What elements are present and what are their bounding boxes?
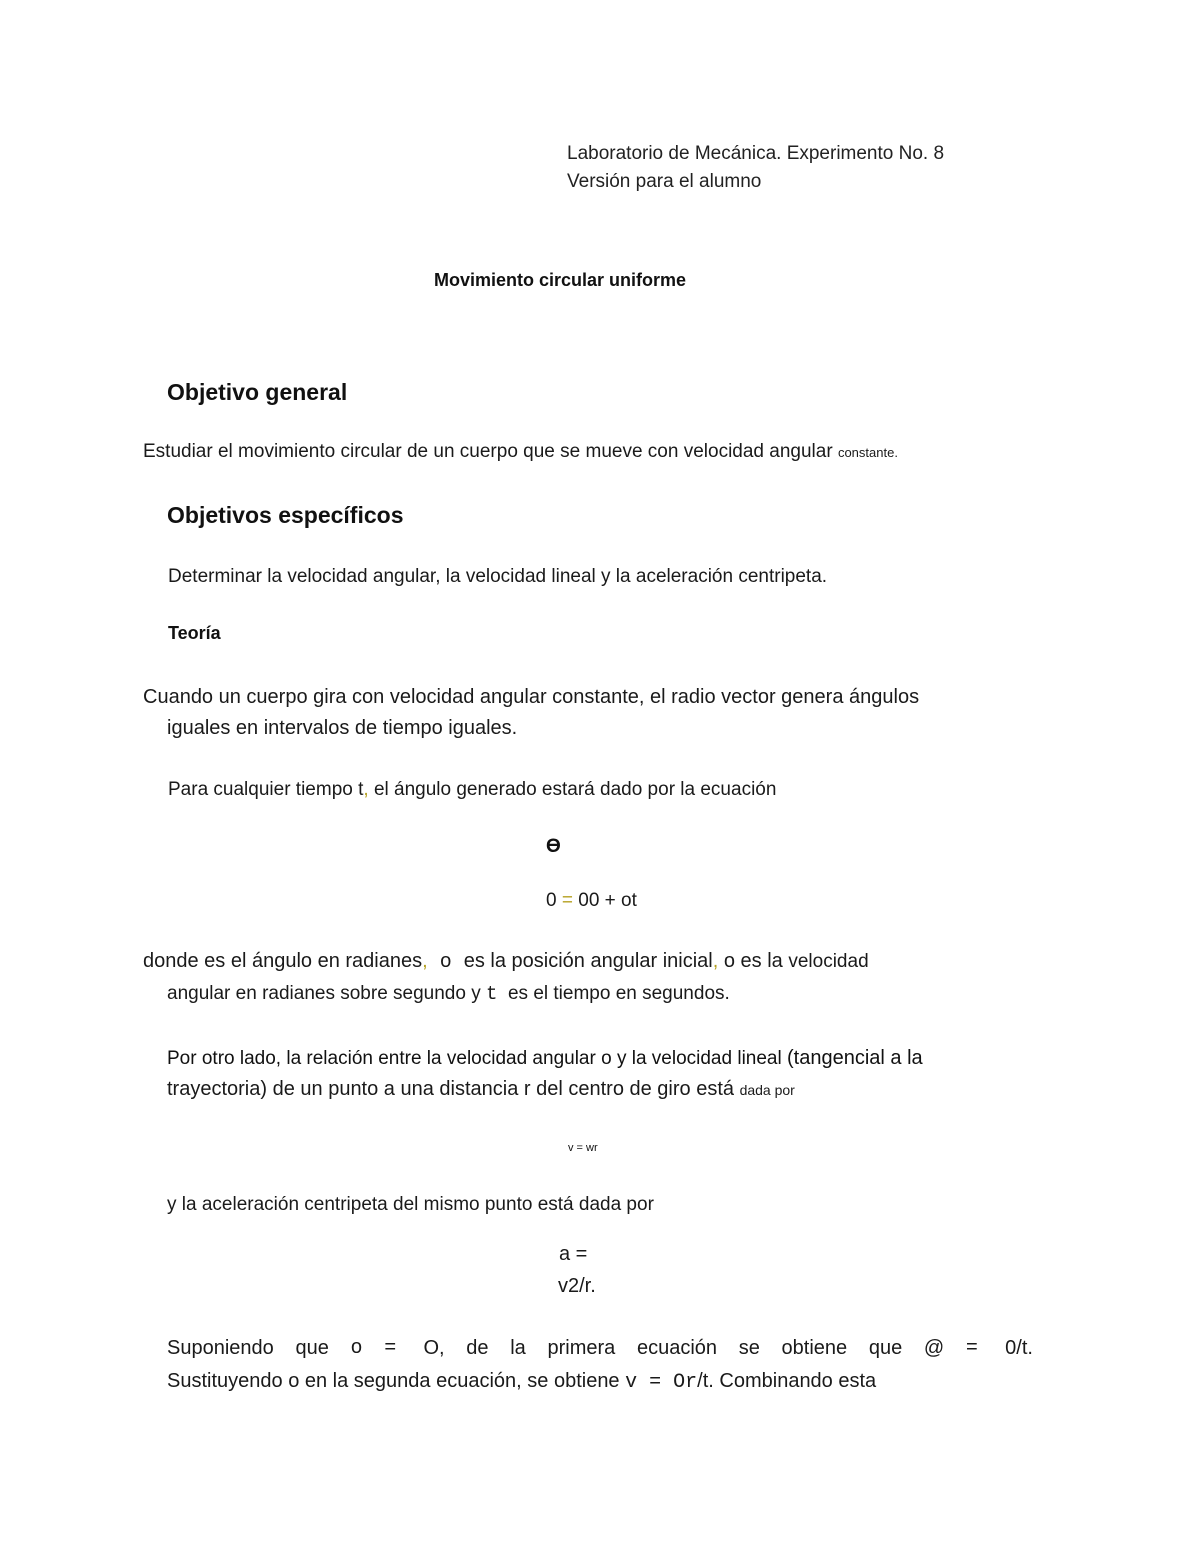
p6-w12: @ <box>923 1337 945 1359</box>
equation-acceleration-line2: v2/r. <box>558 1275 596 1297</box>
teoria-p3-line1 <box>143 950 869 974</box>
p6-w1: que <box>295 1337 329 1359</box>
equation-acceleration-line1: a = <box>559 1243 588 1265</box>
p4-line1-a: Por otro lado, la relación entre la velocidad angular o y la velocidad lineal <box>167 1048 787 1069</box>
p3-b: es la posición angular inicial <box>463 950 713 972</box>
p6-w7: primera <box>547 1337 616 1359</box>
p6-w6: la <box>510 1337 526 1359</box>
p6-line2-v: v <box>625 1371 638 1394</box>
p4-line1-b: (tangencial a la <box>787 1047 923 1069</box>
p6-w8: ecuación <box>636 1337 718 1359</box>
p3-c: o es la <box>718 950 789 972</box>
equation-velocity: v = wr <box>568 1142 598 1154</box>
p3-o: o <box>427 951 464 974</box>
p4-line2-b: dada por <box>739 1082 795 1098</box>
p6-line2-eq: = <box>637 1371 674 1394</box>
eq1-a: 0 <box>546 890 562 911</box>
objetivo-general-main: Estudiar el movimiento circular de un cuerpo que se mueve con velocidad angular <box>143 441 833 462</box>
teoria-p6-line1 <box>167 1337 1033 1360</box>
teoria-p2-comma: , <box>363 779 369 800</box>
p6-w3: = <box>384 1337 397 1360</box>
p6-w11: que <box>868 1337 903 1359</box>
heading-objetivos-especificos: Objetivos específicos <box>167 502 404 528</box>
p6-w0: Suponiendo <box>167 1337 274 1359</box>
teoria-p2-a: Para cualquier tiempo t <box>168 779 364 800</box>
p6-line2-b: /t. Combinando esta <box>697 1370 877 1392</box>
p6-w5: de <box>466 1337 489 1359</box>
header-version-line: Versión para el alumno <box>567 171 762 192</box>
p3-comma2: , <box>712 950 719 972</box>
p6-w14: 0/t. <box>999 1337 1033 1359</box>
header-experiment-line: Laboratorio de Mecánica. Experimento No. 8 <box>567 143 945 164</box>
theta-symbol: Ɵ <box>546 836 561 857</box>
p3-comma1: , <box>422 950 428 972</box>
p6-w10: obtiene <box>781 1337 848 1359</box>
p3-line2-b: es el tiempo en segundos. <box>497 983 730 1004</box>
objetivos-especificos-text: Determinar la velocidad angular, la velocidad lineal y la aceleración centripeta. <box>168 566 828 587</box>
teoria-p4-line2 <box>167 1078 795 1101</box>
teoria-p4-line1 <box>167 1047 923 1070</box>
p6-w9: se <box>738 1337 760 1359</box>
objetivo-general-text <box>143 441 898 463</box>
teoria-p1-line2: iguales en intervalos de tiempo iguales. <box>167 717 518 739</box>
p3-line2-a: angular en radianes sobre segundo y <box>167 983 487 1004</box>
p3-d: velocidad <box>788 951 869 972</box>
p6-line2-or: Or <box>673 1371 698 1394</box>
teoria-p6-line2 <box>167 1370 876 1394</box>
document-title: Movimiento circular uniforme <box>433 270 687 290</box>
p6-line2-a: Sustituyendo o en la segunda ecuación, se obtiene <box>167 1370 626 1392</box>
objetivo-general-small: constante. <box>837 445 898 460</box>
teoria-p2 <box>168 779 776 801</box>
p3-line2-t: t <box>486 983 498 1005</box>
teoria-p2-b: el ángulo generado estará dado por la ecuación <box>368 779 777 800</box>
eq1-equals: = <box>561 890 573 911</box>
p3-a: donde es el ángulo en radianes <box>143 950 423 972</box>
p6-w13: = <box>965 1337 978 1360</box>
p6-w2: o <box>350 1337 363 1360</box>
heading-objetivo-general: Objetivo general <box>167 379 348 405</box>
p6-w4: O, <box>417 1337 445 1359</box>
eq1-b: 00 + ot <box>572 890 637 911</box>
teoria-p5: y la aceleración centripeta del mismo punto está dada por <box>167 1194 654 1215</box>
heading-teoria: Teoría <box>168 623 221 643</box>
teoria-p3-line2 <box>167 983 730 1005</box>
teoria-p1-line1: Cuando un cuerpo gira con velocidad angular constante, el radio vector genera ángulos <box>143 686 920 708</box>
p4-line2-a: trayectoria) de un punto a una distancia r del centro de giro está <box>167 1078 740 1100</box>
equation-angle <box>546 890 637 912</box>
